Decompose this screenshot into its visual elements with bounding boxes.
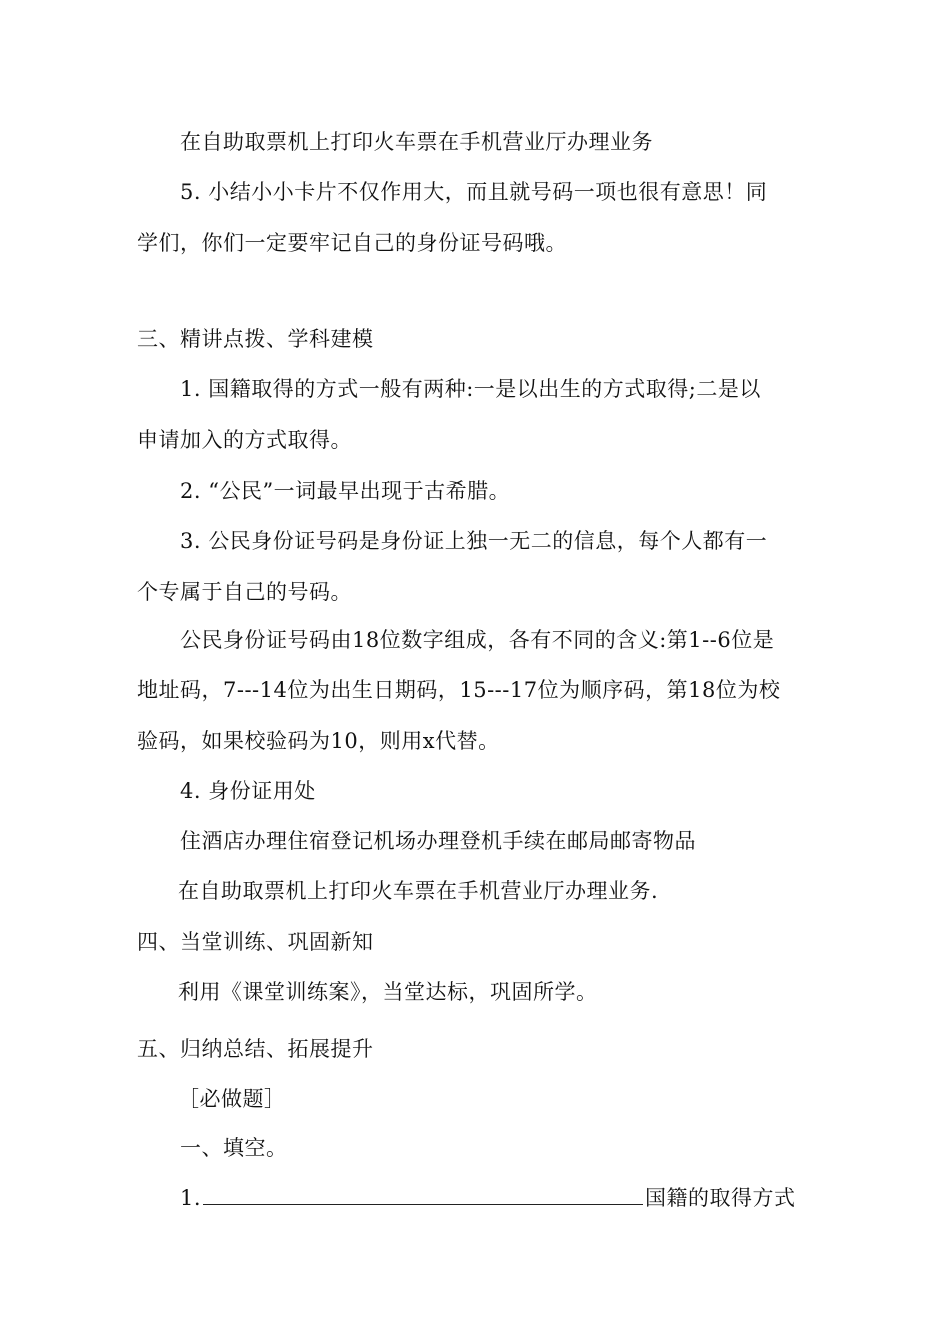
paragraph-line: 4. 身份证用处 [180,779,316,803]
paragraph-line: 在自助取票机上打印火车票在手机营业厅办理业务 [180,130,653,154]
question-number: 1. [180,1186,202,1210]
paragraph-line: 验码，如果校验码为10，则用x代替。 [137,729,500,753]
paragraph-line: 利用《课堂训练案》，当堂达标，巩固所学。 [178,980,598,1004]
paragraph-line: 3. 公民身份证号码是身份证上独一无二的信息，每个人都有一 [180,529,768,553]
paragraph-line: 2. “公民”一词最早出现于古希腊。 [180,479,511,503]
paragraph-line: ［必做题］ [178,1087,286,1111]
paragraph-line: 住酒店办理住宿登记机场办理登机手续在邮局邮寄物品 [180,829,696,853]
paragraph-line: 一、填空。 [180,1136,288,1160]
question-text: 国籍的取得方式 [645,1186,796,1210]
paragraph-line: 1. 国籍取得的方式一般有两种:一是以出生的方式取得;二是以 [180,377,761,401]
paragraph-line: 在自助取票机上打印火车票在手机营业厅办理业务. [178,879,659,903]
section-heading: 五、归纳总结、拓展提升 [137,1037,374,1061]
paragraph-line: 公民身份证号码由18位数字组成，各有不同的含义:第1--6位是 [180,628,775,652]
section-heading: 四、当堂训练、巩固新知 [137,930,374,954]
paragraph-line: 学们，你们一定要牢记自己的身份证号码哦。 [137,231,567,255]
section-heading: 三、精讲点拨、学科建模 [137,327,374,351]
paragraph-line: 5. 小结小小卡片不仅作用大，而且就号码一项也很有意思！同 [180,180,768,204]
paragraph-line: 申请加入的方式取得。 [137,428,352,452]
fill-blank-question [180,1182,796,1213]
paragraph-line: 个专属于自己的号码。 [137,580,352,604]
paragraph-line: 地址码，7---14位为出生日期码，15---17位为顺序码，第18位为校 [137,678,781,702]
answer-blank[interactable] [203,1182,643,1205]
